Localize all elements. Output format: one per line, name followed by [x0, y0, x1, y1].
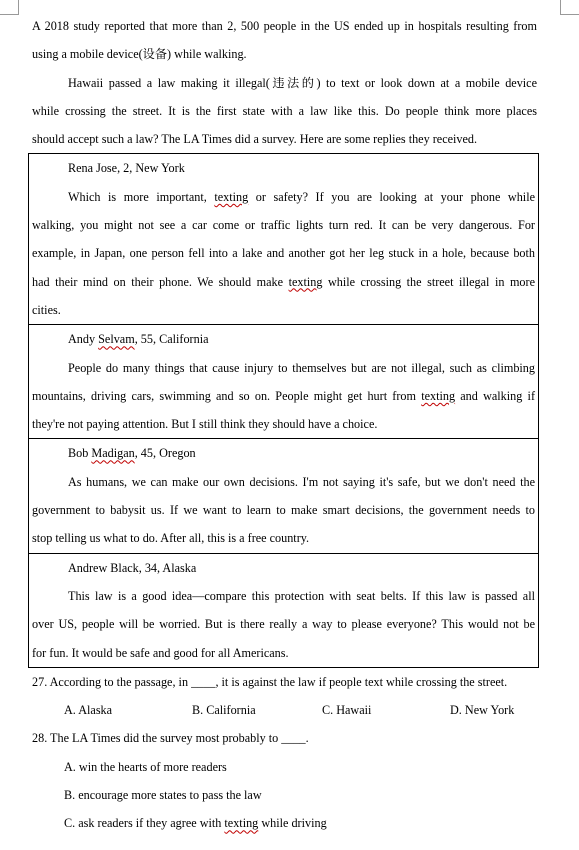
spellcheck-underline: texting [214, 189, 249, 204]
reply-line: mountains, driving cars, swimming and so on. People might get hurt from texting and walking if [32, 388, 536, 403]
reply-box-andrew [28, 554, 539, 668]
reply-line: stop telling us what to do. After all, this is a free country. [32, 531, 310, 546]
reply-line: walking, you might not see a car come or traffic lights turn red. It can be very dangerous. For [32, 218, 535, 233]
intro-line-4: while crossing the street. It is the first state with a law like this. Do people think more places [32, 103, 537, 118]
option-27-d[interactable]: D. New York [450, 703, 515, 718]
option-27-a[interactable]: A. Alaska [64, 703, 113, 718]
reply-box-rena [28, 153, 539, 325]
reply-line: Which is more important, texting or safety? If you are looking at your phone while [68, 189, 535, 204]
reply-line: This law is a good idea—compare this protection with seat belts. If this law is passed all [68, 588, 535, 603]
reply-author: Andy Selvam, 55, California [68, 332, 209, 347]
option-28-a[interactable]: A. win the hearts of more readers [64, 759, 227, 774]
intro-line-3: Hawaii passed a law making it illegal(违法的) to text or look down at a mobile device [68, 75, 537, 90]
reply-line: they're not paying attention. But I still think they should have a choice. [32, 417, 378, 432]
reply-line: for fun. It would be safe and good for all Americans. [32, 645, 289, 660]
reply-line: over US, people will be worried. But is there really a way to please everyone? This would not be [32, 617, 535, 632]
spellcheck-underline: texting [224, 816, 259, 831]
reply-line: As humans, we can make our own decisions. I'm not saying it's safe, but we don't need the [68, 474, 535, 489]
intro-line-1: A 2018 study reported that more than 2, 500 people in the US ended up in hospitals resulting from [32, 19, 537, 33]
reply-box-andy [28, 325, 539, 439]
spellcheck-underline: Madigan [91, 446, 135, 461]
reply-box-bob [28, 439, 539, 553]
reply-author: Bob Madigan, 45, Oregon [68, 446, 196, 461]
reply-line: had their mind on their phone. We should make texting while crossing the street illegal in more [32, 274, 535, 289]
reply-author: Andrew Black, 34, Alaska [68, 560, 197, 575]
spellcheck-underline: Selvam [98, 332, 135, 347]
option-27-c[interactable]: C. Hawaii [322, 703, 372, 718]
reply-line: example, in Japan, one person fell into a lake and another got her leg stuck in a hole, because both [32, 246, 535, 261]
reply-line: cities. [32, 302, 61, 317]
crop-mark-left [0, 0, 19, 15]
document-page [32, 12, 537, 838]
reply-author: Rena Jose, 2, New York [68, 161, 185, 176]
question-27-stem: 27. According to the passage, in ____, it is against the law if people text while crossing the street. [32, 674, 508, 689]
reply-line: government to babysit us. If we want to learn to make smart decisions, the government needs to [32, 503, 535, 518]
intro-line-5: should accept such a law? The LA Times did a survey. Here are some replies they received. [32, 132, 478, 147]
spellcheck-underline: texting [421, 388, 456, 403]
crop-mark-right [560, 0, 579, 15]
spellcheck-underline: texting [288, 274, 323, 289]
option-28-c[interactable]: C. ask readers if they agree with texting while driving [64, 816, 327, 831]
reply-line: People do many things that cause injury to themselves but are not illegal, such as climbing [68, 360, 535, 375]
question-28-stem: 28. The LA Times did the survey most probably to ____. [32, 731, 309, 746]
question-27-options [32, 696, 537, 724]
intro-line-2: using a mobile device(设备) while walking. [32, 47, 247, 62]
option-27-b[interactable]: B. California [192, 703, 256, 718]
option-28-b[interactable]: B. encourage more states to pass the law [64, 788, 262, 803]
